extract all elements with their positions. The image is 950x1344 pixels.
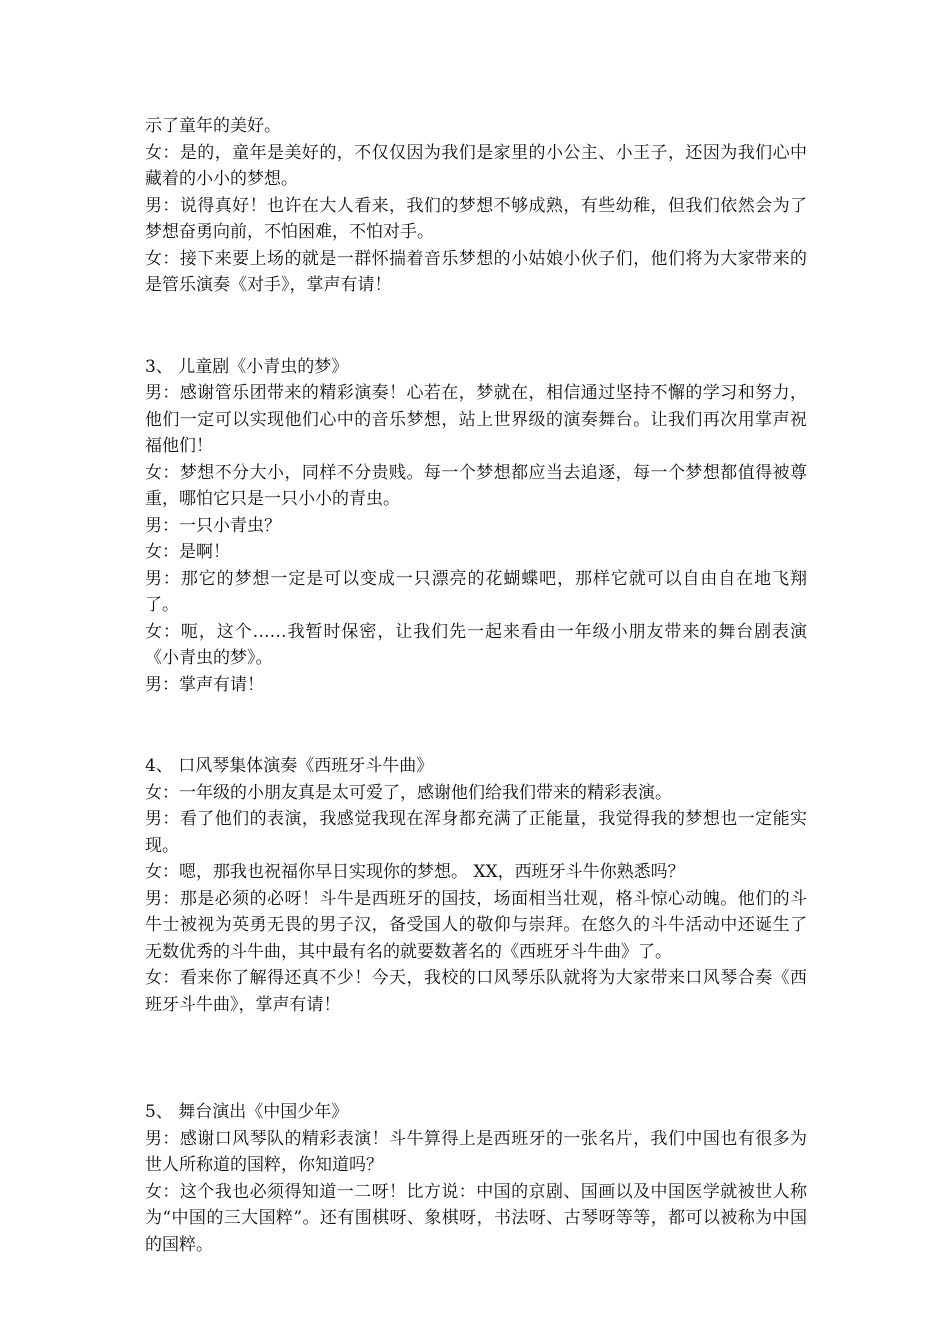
intro-line-3: 男：说得真好！也许在大人看来，我们的梦想不够成熟，有些幼稚，但我们依然会为了梦想奋勇向前，不怕困难，不怕对手。 [145, 195, 807, 242]
section-3-line-6: 女：呃，这个……我暂时保密，让我们先一起来看由一年级小朋友带来的舞台剧表演《小青虫的梦》。 [145, 621, 807, 668]
spacer [145, 1018, 807, 1099]
intro-line-1: 示了童年的美好。 [145, 116, 281, 136]
section-3-line-1: 男：感谢管乐团带来的精彩演奏！心若在，梦就在，相信通过坚持不懈的学习和努力，他们一定可以实现他们心中的音乐梦想，站上世界级的演奏舞台。让我们再次用掌声祝福他们！ [145, 383, 807, 456]
section-3 [145, 354, 807, 699]
section-4 [145, 753, 807, 1018]
intro-line-2: 女：是的，童年是美好的，不仅仅因为我们是家里的小公主、小王子，还因为我们心中藏着的小小的梦想。 [145, 142, 807, 189]
section-4-line-2: 男：看了他们的表演，我感觉我现在浑身都充满了正能量，我觉得我的梦想也一定能实现。 [145, 809, 807, 856]
section-3-line-5: 男：那它的梦想一定是可以变成一只漂亮的花蝴蝶吧，那样它就可以自由自在地飞翔了。 [145, 568, 807, 615]
document-page [145, 113, 807, 1258]
section-3-heading: 3、 儿童剧《小青虫的梦》 [145, 356, 349, 377]
section-3-line-2: 女：梦想不分大小，同样不分贵贱。每一个梦想都应当去追逐，每一个梦想都值得被尊重，哪怕它只是一只小小的青虫。 [145, 462, 807, 509]
section-intro [145, 113, 807, 299]
section-5 [145, 1099, 807, 1258]
section-3-line-7: 男：掌声有请！ [145, 674, 264, 695]
spacer [145, 299, 807, 354]
section-4-line-3: 女：嗯，那我也祝福你早日实现你的梦想。 XX，西班牙斗牛你熟悉吗？ [145, 862, 685, 882]
spacer [145, 698, 807, 753]
intro-line-4: 女：接下来要上场的就是一群怀揣着音乐梦想的小姑娘小伙子们，他们将为大家带来的是管乐演奏《对手》，掌声有请！ [145, 248, 807, 295]
section-3-line-3: 男：一只小青虫？ [145, 515, 281, 536]
section-4-heading: 4、 口风琴集体演奏《西班牙斗牛曲》 [145, 756, 434, 776]
section-4-line-4: 男：那是必须的必呀！斗牛是西班牙的国技，场面相当壮观，格斗惊心动魄。他们的斗牛士被视为英勇无畏的男子汉，备受国人的敬仰与崇拜。在悠久的斗牛活动中还诞生了无数优秀的斗牛曲，其中最有名的就要数著名的《西班牙斗牛曲》了。 [145, 888, 807, 962]
section-5-line-1: 男：感谢口风琴队的精彩表演！斗牛算得上是西班牙的一张名片，我们中国也有很多为世人所称道的国粹，你知道吗？ [145, 1128, 807, 1175]
section-4-line-1: 女：一年级的小朋友真是太可爱了，感谢他们给我们带来的精彩表演。 [145, 782, 672, 803]
section-4-line-5: 女：看来你了解得还真不少！今天，我校的口风琴乐队就将为大家带来口风琴合奏《西班牙斗牛曲》，掌声有请！ [145, 968, 807, 1015]
section-5-heading: 5、 舞台演出《中国少年》 [145, 1102, 349, 1122]
section-3-line-4: 女：是啊！ [145, 542, 230, 562]
section-5-line-2: 女：这个我也必须得知道一二呀！比方说：中国的京剧、国画以及中国医学就被世人称为“中国的三大国粹”。还有围棋呀、象棋呀，书法呀、古琴呀等等，都可以被称为中国的国粹。 [145, 1181, 807, 1255]
